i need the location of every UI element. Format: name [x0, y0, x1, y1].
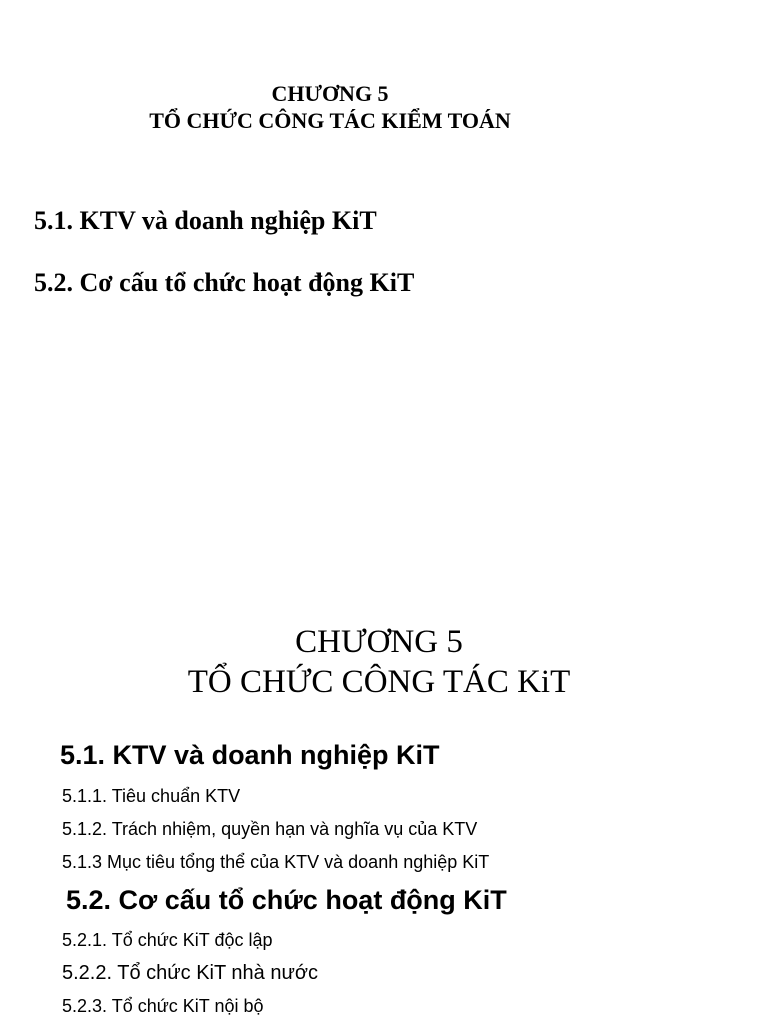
slide-2-title: TỔ CHỨC CÔNG TÁC KiT — [187, 664, 571, 700]
section-1-item-3: 5.1.3 Mục tiêu tổng thể của KTV và doanh nghiệp KiT — [62, 852, 490, 872]
section-2-item-2: 5.2.2. Tổ chức KiT nhà nước — [62, 962, 318, 984]
slide-1-chapter: CHƯƠNG 5 — [271, 81, 389, 106]
slide-1-section-1: 5.1. KTV và doanh nghiệp KiT — [34, 206, 377, 235]
slide-2 — [0, 512, 768, 1024]
slide-2-chapter: CHƯƠNG 5 — [295, 624, 463, 660]
section-2-heading: 5.2. Cơ cấu tổ chức hoạt động KiT — [66, 885, 507, 915]
section-1-heading: 5.1. KTV và doanh nghiệp KiT — [60, 740, 440, 770]
section-2-item-3: 5.2.3. Tổ chức KiT nội bộ — [62, 996, 264, 1016]
section-2-item-1: 5.2.1. Tổ chức KiT độc lập — [62, 930, 273, 950]
section-1-item-1: 5.1.1. Tiêu chuẩn KTV — [62, 786, 241, 806]
slide-1-section-2: 5.2. Cơ cấu tổ chức hoạt động KiT — [34, 268, 415, 297]
slide-1-title: TỔ CHỨC CÔNG TÁC KIỂM TOÁN — [149, 108, 511, 133]
section-1-item-2: 5.1.2. Trách nhiệm, quyền hạn và nghĩa vụ của KTV — [62, 819, 478, 839]
